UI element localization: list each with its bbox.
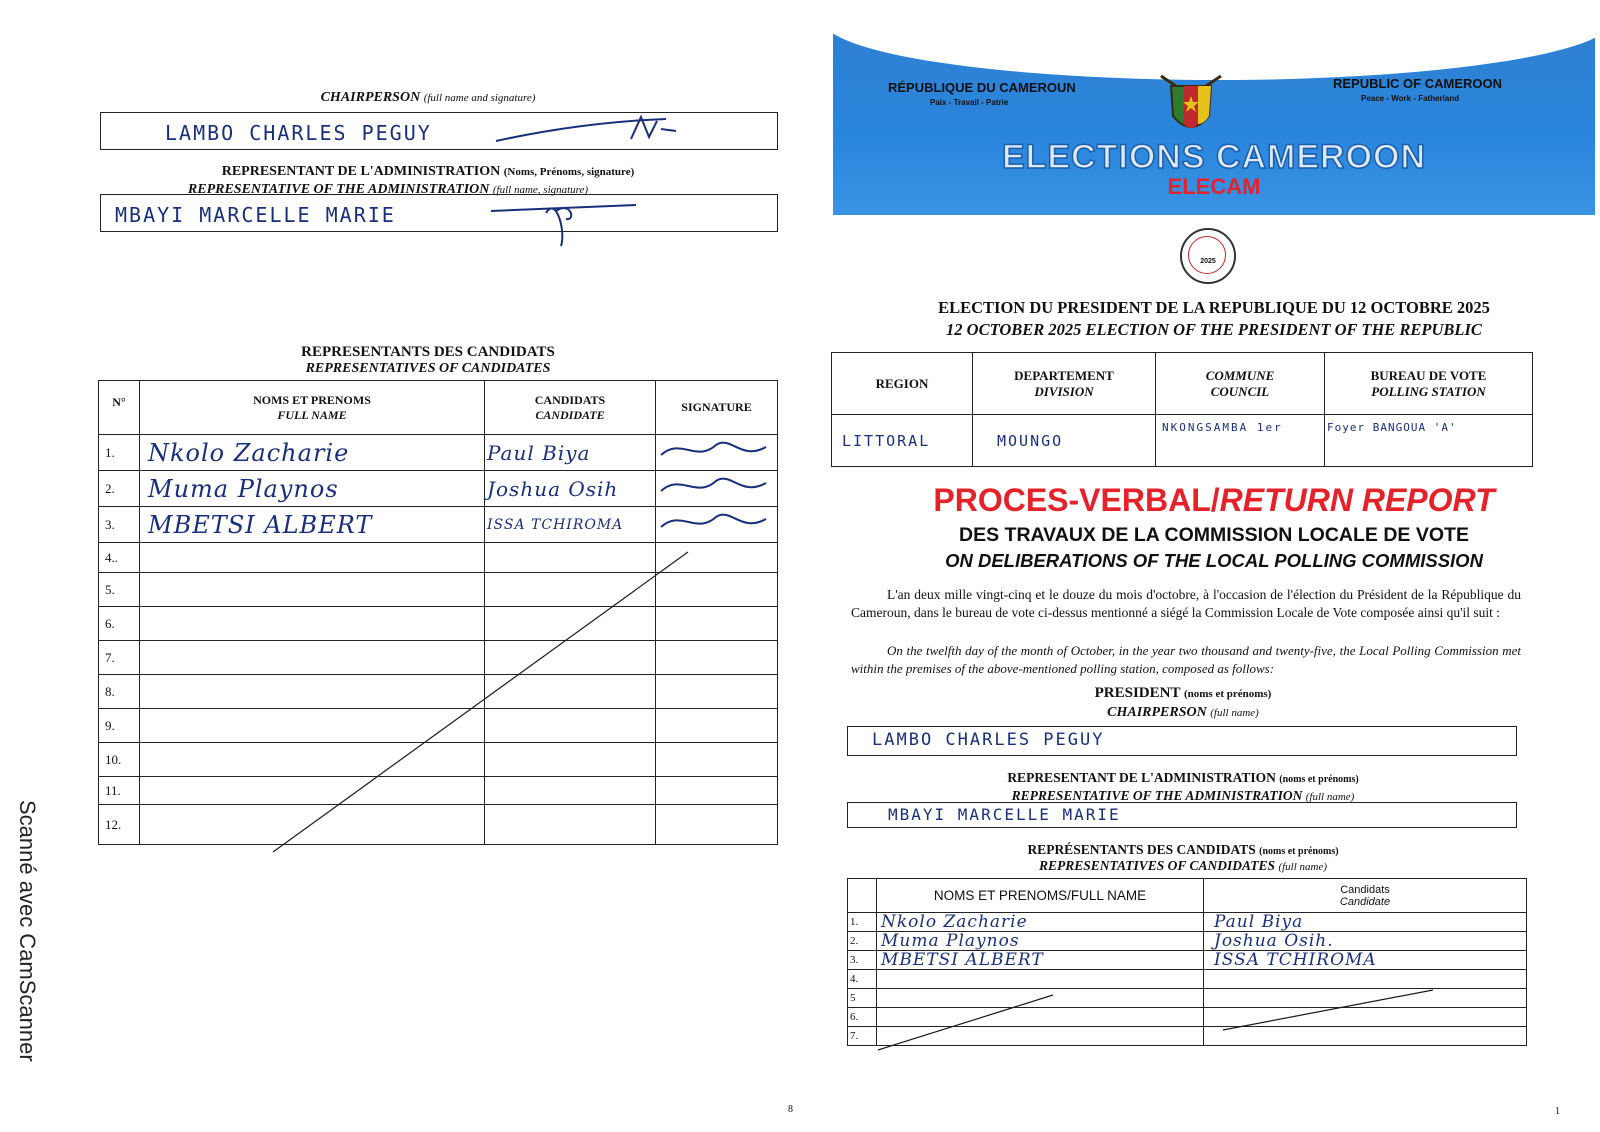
- candidate-name: Paul Biya: [485, 435, 656, 471]
- president-heading: PRESIDENT (noms et prénoms): [1094, 685, 1272, 701]
- election-seal-icon: 2025: [1180, 228, 1236, 284]
- org-name: ELECTIONS CAMEROON: [1001, 138, 1427, 176]
- left-page: [48, 12, 808, 1124]
- admin-heading-en: REPRESENTATIVE OF THE ADMINISTRATION (full name, signature): [187, 182, 589, 197]
- region-value: LITTORAL: [832, 415, 973, 467]
- table-row: [848, 951, 1527, 970]
- admin-field-right: [847, 802, 1517, 828]
- table-row: [848, 913, 1527, 932]
- col-signature: SIGNATURE: [656, 381, 778, 435]
- admin-heading-fr: REPRESENTANT DE L'ADMINISTRATION (Noms, Prénoms, signature): [221, 164, 635, 179]
- row-number: 7.: [848, 1027, 877, 1046]
- admin-heading-fr-right: REPRESENTANT DE L'ADMINISTRATION (noms et prénoms): [1007, 770, 1359, 785]
- republic-fr: RÉPUBLIQUE DU CAMEROUN: [888, 80, 1076, 95]
- page-number-left: 8: [788, 1104, 793, 1115]
- col-name: NOMS ET PRENOMS FULL NAME: [140, 381, 485, 435]
- cross-out-line: [268, 542, 728, 862]
- row-number: 1.: [99, 435, 140, 471]
- coat-of-arms-icon: [1151, 66, 1231, 144]
- col-no: N°: [99, 381, 140, 435]
- row-number: 2.: [848, 932, 877, 951]
- candidate-name: ISSA TCHIROMA: [1204, 951, 1527, 970]
- intro-paragraph-en: On the twelfth day of the month of October, in the year two thousand and twenty-five, the Local Polling Commission met within the premises of the above-mentioned polling station, composed as follows:: [851, 643, 1521, 676]
- representative-name: Nkolo Zacharie: [877, 913, 1204, 932]
- intro-paragraph-fr: L'an deux mille vingt-cinq et le douze du mois d'octobre, à l'occasion de l'élection du Président de la République du Cameroun, dans le bureau de vote ci-dessus mentionné a siégé la Commission Locale de Vote composée ainsi qu'il suit :: [851, 587, 1521, 620]
- report-subtitle-en: ON DELIBERATIONS OF THE LOCAL POLLING COMMISSION: [945, 550, 1483, 571]
- col-name-right: NOMS ET PRENOMS/FULL NAME: [877, 879, 1204, 913]
- cand-heading-fr-right: REPRÉSENTANTS DES CANDIDATS (noms et prénoms): [1027, 842, 1339, 857]
- admin-heading-en-right: REPRESENTATIVE OF THE ADMINISTRATION (full name): [1011, 788, 1355, 803]
- candidate-name: Paul Biya: [1204, 913, 1527, 932]
- handwritten-signature: [656, 507, 776, 537]
- report-subtitle-fr: DES TRAVAUX DE LA COMMISSION LOCALE DE VOTE: [959, 524, 1469, 546]
- admin-signature: [486, 191, 646, 251]
- col-department: DEPARTEMENT DIVISION: [973, 353, 1156, 415]
- row-number: 12.: [99, 805, 140, 845]
- row-number: 6.: [99, 607, 140, 641]
- admin-value: MBAYI MARCELLE MARIE: [115, 203, 396, 227]
- col-region: REGION: [832, 353, 973, 415]
- row-number: 5: [848, 989, 877, 1008]
- chairperson-signature: [491, 109, 691, 153]
- candidate-name: Joshua Osih.: [1204, 932, 1527, 951]
- admin-field: [100, 194, 778, 232]
- candidate-name: ISSA TCHIROMA: [485, 507, 656, 543]
- org-acronym: ELECAM: [1167, 174, 1261, 199]
- representative-name: Muma Playnos: [877, 932, 1204, 951]
- row-number: 4..: [99, 543, 140, 573]
- cand-heading-en-right: REPRESENTATIVES OF CANDIDATES (full name): [1038, 858, 1328, 873]
- signature-cell: [656, 435, 778, 471]
- signature-cell: [656, 471, 778, 507]
- row-number: 4.: [848, 970, 877, 989]
- motto-en: Peace - Work - Fatherland: [1361, 94, 1460, 103]
- scanner-watermark: Scanné avec CamScanner: [15, 800, 40, 1062]
- candidate-name: Joshua Osih: [485, 471, 656, 507]
- chairperson-heading: CHAIRPERSON (full name and signature): [320, 90, 536, 105]
- row-number: 10.: [99, 743, 140, 777]
- col-candidate: CANDIDATS CANDIDATE: [485, 381, 656, 435]
- representative-name: MBETSI ALBERT: [877, 951, 1204, 970]
- election-title-fr: ELECTION DU PRESIDENT DE LA REPUBLIQUE DU 12 OCTOBRE 2025: [938, 298, 1490, 317]
- col-polling-station: BUREAU DE VOTE POLLING STATION: [1325, 353, 1533, 415]
- election-title-en: 12 OCTOBER 2025 ELECTION OF THE PRESIDENT OF THE REPUBLIC: [946, 320, 1482, 339]
- report-title: PROCES-VERBAL/RETURN REPORT: [933, 482, 1495, 518]
- candidates-title-en: REPRESENTATIVES OF CANDIDATES: [305, 361, 551, 376]
- chairperson-value: LAMBO CHARLES PEGUY: [165, 121, 432, 145]
- representative-name: Muma Playnos: [140, 471, 485, 507]
- president-value: LAMBO CHARLES PEGUY: [872, 730, 1105, 750]
- commune-value: NKONGSAMBA 1er: [1156, 415, 1325, 467]
- president-field: [847, 726, 1517, 756]
- republic-en: REPUBLIC OF CAMEROON: [1333, 76, 1502, 91]
- chairperson-field: [100, 112, 778, 150]
- table-row: [99, 435, 778, 471]
- row-number: 3.: [848, 951, 877, 970]
- row-number: 9.: [99, 709, 140, 743]
- location-table: [831, 352, 1533, 467]
- table-header-row: [99, 381, 778, 435]
- row-number: 7.: [99, 641, 140, 675]
- table-header-row-right: [848, 879, 1527, 913]
- table-row: [99, 507, 778, 543]
- cross-out-lines-right: [873, 980, 1473, 1060]
- page-number-right: 1: [1555, 1106, 1560, 1117]
- admin-value-right: MBAYI MARCELLE MARIE: [888, 805, 1121, 824]
- row-number: 5.: [99, 573, 140, 607]
- location-values-row: [832, 415, 1533, 467]
- representative-name: MBETSI ALBERT: [140, 507, 485, 543]
- row-number: 2.: [99, 471, 140, 507]
- row-number: 8.: [99, 675, 140, 709]
- signature-cell: [656, 507, 778, 543]
- handwritten-signature: [656, 435, 776, 465]
- row-number: 11.: [99, 777, 140, 805]
- handwritten-signature: [656, 471, 776, 501]
- table-row: [848, 932, 1527, 951]
- row-number: 6.: [848, 1008, 877, 1027]
- col-commune: COMMUNE COUNCIL: [1156, 353, 1325, 415]
- chairperson-heading-right: CHAIRPERSON (full name): [1107, 705, 1259, 720]
- representative-name: Nkolo Zacharie: [140, 435, 485, 471]
- right-page: [833, 14, 1595, 1132]
- location-header-row: [832, 353, 1533, 415]
- table-row: [99, 471, 778, 507]
- row-number: 1.: [848, 913, 877, 932]
- department-value: MOUNGO: [973, 415, 1156, 467]
- polling-station-value: Foyer BANGOUA 'A': [1325, 415, 1533, 467]
- col-candidate-right: Candidats Candidate: [1204, 879, 1527, 913]
- row-number: 3.: [99, 507, 140, 543]
- motto-fr: Paix - Travail - Patrie: [930, 98, 1009, 107]
- candidates-title-fr: REPRESENTANTS DES CANDIDATS: [301, 344, 555, 360]
